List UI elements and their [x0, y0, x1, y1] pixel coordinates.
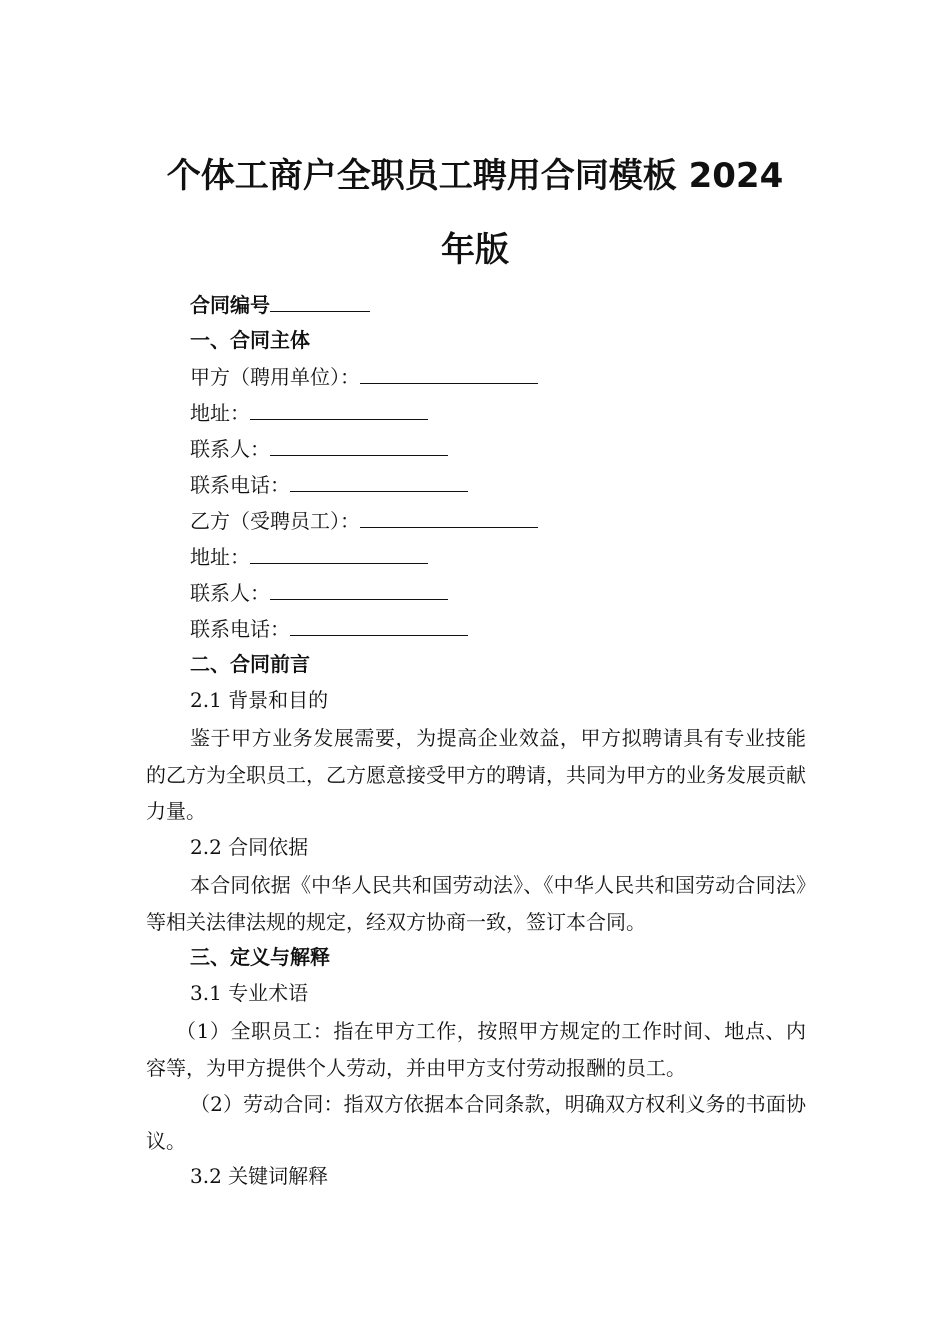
party-a-contact-label: 联系人：	[190, 437, 270, 461]
party-b-phone-blank[interactable]	[290, 613, 468, 636]
party-a-address-row	[190, 397, 428, 428]
contract-number-blank[interactable]	[270, 289, 370, 312]
party-a-label: 甲方（聘用单位）：	[190, 365, 360, 389]
party-b-contact-row	[190, 577, 448, 608]
section-3-1-title: 3.1 专业术语	[190, 981, 309, 1005]
section-2-1-body: 鉴于甲方业务发展需要，为提高企业效益，甲方拟聘请具有专业技能的乙方为全职员工，乙方愿意接受甲方的聘请，共同为甲方的业务发展贡献力量。	[146, 726, 806, 823]
section-3-1-item-2: （2）劳动合同：指双方依据本合同条款，明确双方权利义务的书面协议。	[146, 1092, 806, 1153]
party-a-address-label: 地址：	[190, 401, 250, 425]
party-b-label: 乙方（受聘员工）：	[190, 509, 360, 533]
party-b-blank[interactable]	[360, 505, 538, 528]
section-3-2-title: 3.2 关键词解释	[190, 1164, 329, 1188]
party-a-phone-blank[interactable]	[290, 469, 468, 492]
contract-number-label: 合同编号	[190, 293, 270, 317]
section-2-2-body: 本合同依据《中华人民共和国劳动法》、《中华人民共和国劳动合同法》等相关法律法规的规定，经双方协商一致，签订本合同。	[146, 873, 806, 934]
section-3-heading: 三、定义与解释	[190, 945, 330, 969]
contract-number-row	[190, 289, 370, 320]
document-title-line-2: 年版	[441, 230, 509, 270]
party-a-phone-label: 联系电话：	[190, 473, 290, 497]
section-2-heading: 二、合同前言	[190, 652, 310, 676]
party-a-contact-blank[interactable]	[270, 433, 448, 456]
party-b-row	[190, 505, 538, 536]
party-b-address-blank[interactable]	[250, 541, 428, 564]
party-a-phone-row	[190, 469, 468, 500]
section-1-heading: 一、合同主体	[190, 328, 310, 352]
party-b-contact-blank[interactable]	[270, 577, 448, 600]
party-a-address-blank[interactable]	[250, 397, 428, 420]
party-b-address-row	[190, 541, 428, 572]
party-b-address-label: 地址：	[190, 545, 250, 569]
document-title-line-1: 个体工商户全职员工聘用合同模板 2024	[166, 156, 784, 196]
party-a-contact-row	[190, 433, 448, 464]
party-a-row	[190, 361, 538, 392]
party-b-phone-label: 联系电话：	[190, 617, 290, 641]
party-b-contact-label: 联系人：	[190, 581, 270, 605]
party-a-blank[interactable]	[360, 361, 538, 384]
party-b-phone-row	[190, 613, 468, 644]
section-2-2-title: 2.2 合同依据	[190, 835, 309, 859]
section-3-1-item-1: （1）全职员工：指在甲方工作，按照甲方规定的工作时间、地点、内容等，为甲方提供个人劳动，并由甲方支付劳动报酬的员工。	[146, 1019, 806, 1080]
section-2-1-title: 2.1 背景和目的	[190, 688, 329, 712]
